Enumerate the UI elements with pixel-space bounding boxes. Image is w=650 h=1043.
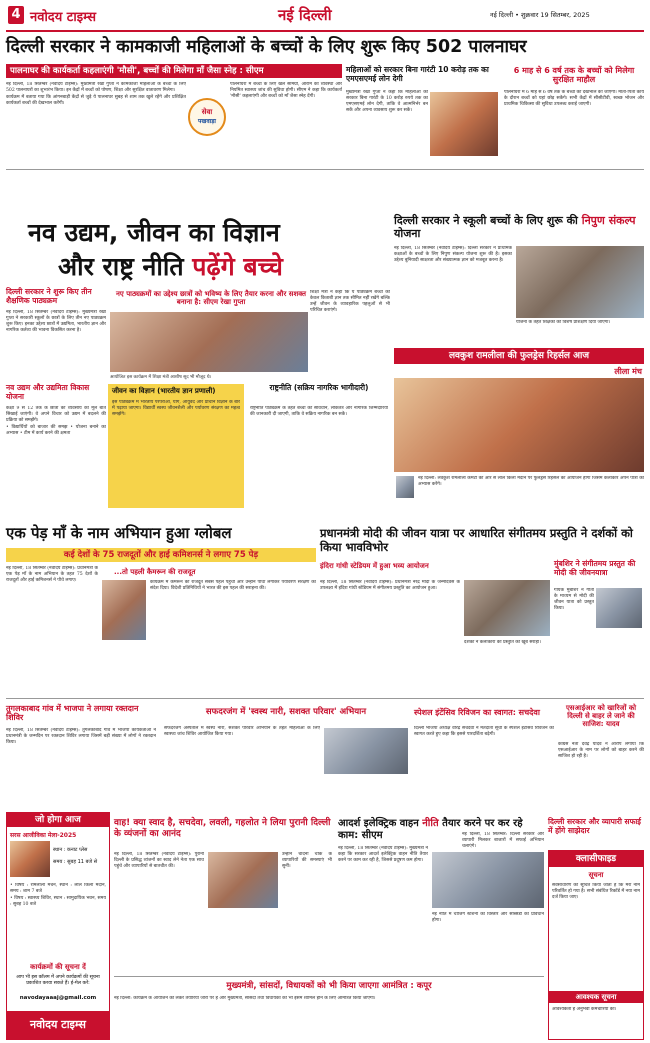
ramlila-banner: लवकुश रामलीला की फुलड्रेस रिहर्सल आज	[394, 348, 644, 364]
story1-right-head: 6 माह से 6 वर्ष तक के बच्चों को मिलेगा सुरक्षित माहौल	[513, 66, 635, 85]
row-four	[6, 698, 644, 808]
story6-side-head: मुंबशिर ने संगीतमय प्रस्तुत की मोदी की जीवनयात्रा	[554, 559, 636, 577]
story2-box3-head: राष्ट्रनीति (सक्रिय नागरिक भागीदारी)	[269, 383, 369, 392]
story3-photo	[516, 246, 644, 318]
row5-bottom: मुख्यमंत्री, सांसदों, विधायकों को भी किया जाएगा आमंत्रित : कपूर	[226, 981, 432, 991]
jo-hoga-box	[6, 812, 110, 1040]
row5-b2b: नई नीति में चार्जिंग स्टेशनों का विस्तार और सब्सिडी का प्रावधान होगा।	[432, 912, 544, 923]
jo-hoga-photo	[10, 841, 50, 877]
story1-subhead: पालनाघर की कार्यकर्ता कहलाएंगी 'मौसी', बच्चों की मिलेगा माँ जैसा स्नेह : सीएम	[6, 64, 342, 78]
story2-headline-l1: नव उद्यम, जीवन का विज्ञान	[28, 218, 280, 247]
jo-hoga-body: • विषय : रामलीला मंचन, स्थान : लाल किला मैदान, समय : शाम 7 बजे • विषय : स्वास्थ्य शिविर, स्थान : सामुदायिक भवन, समय : सुबह 10 बजे	[10, 883, 106, 907]
story3-body-2: योजना के तहत शिक्षकों को विशेष प्रशिक्षण दिया जाएगा।	[516, 320, 611, 325]
headline-part-b: नीति	[422, 818, 439, 829]
story1-photo	[430, 92, 498, 156]
story1-side-body: मुख्यमंत्री रेखा गुप्ता ने कहा कि महिलाओं को सरकार बिना गारंटी के 10 करोड़ रुपये तक का एमएसएमई लोन देगी, ताकि वे आत्मनिर्भर बन सकें और अपना व्यवसाय शुरू कर सकें।	[346, 90, 428, 113]
jo-hoga-title: जो होगा आज	[7, 813, 109, 827]
story2-box2-body: इस पाठ्यक्रम में भारतीय परंपराओं, योग, आयुर्वेद और प्राचीन विज्ञान के बारे में पढ़ाया जाएगा। विद्यार्थी स्वस्थ जीवनशैली और पर्यावरण संरक्षण का महत्व समझेंगे।	[112, 400, 240, 417]
story6-sub: इंदिरा गांधी स्टेडियम में हुआ भव्य आयोजन	[320, 562, 429, 570]
story2-box2	[108, 384, 244, 508]
dateline: नई दिल्ली • शुक्रवार 19 सितम्बर, 2025	[490, 11, 590, 19]
story1-right-body: पालनाघरों में 6 माह से 6 वर्ष तक के बच्चों की देखभाल की जाएगी। माता-पिता कार्य के दौरान बच्चों को यहां छोड़ सकेंगे। सभी केंद्रों में सीसीटीवी, स्वच्छ भोजन और प्राथमिक चिकित्सा की सुविधा उपलब्ध कराई जाएगी।	[504, 90, 644, 107]
row4-b4: कांग्रेस नेता देवेंद्र यादव ने आरोप लगाया कि एसआईआर के नाम पर लोगों को बाहर करने की साजिश हो रही है।	[558, 742, 644, 759]
jo-hoga-line2: समय : सुबह 11 बजे से	[53, 859, 98, 865]
row5-bottom-rule	[114, 976, 544, 977]
story2-box1-body: कक्षा 9 से 12 तक के छात्रों को व्यवसाय की मूल बातें सिखाई जाएंगी। वे अपने विचार को उद्यम में बदलने की प्रक्रिया को समझेंगे। • विद्यार्थियों को बाजार की समझ • योजना बनाने का अभ्यास • टीम में कार्य करने की क्षमता	[6, 406, 106, 436]
jo-hoga-event2: कार्यक्रमों की सूचना दें	[30, 963, 86, 971]
story6-side-photo	[596, 588, 642, 628]
ramlila-photo	[394, 378, 644, 472]
headline-part-a: दिल्ली सरकार ने स्कूली बच्चों के लिए शुरू की	[394, 214, 582, 227]
headline-part-c: योजना	[394, 227, 421, 241]
headline-part-b: निपुण संकल्प	[581, 214, 636, 227]
footer-paper-name: नवोदय टाइम्स	[7, 1011, 109, 1039]
story5-subhead: कई देशों के 75 राजदूतों और हाई कमिशनर्स ने लगाए 75 पेड़	[6, 548, 316, 562]
story-modi	[320, 522, 644, 692]
row4-top-rule	[6, 698, 644, 699]
masthead	[0, 0, 650, 34]
row4-h1: तुगलकाबाद गांव में भाजपा ने लगाया रक्तदान शिविर	[6, 704, 139, 723]
headline-part-a: और राष्ट्र नीति	[58, 252, 193, 281]
story2-headline-l2	[58, 254, 283, 280]
story6-headline: प्रधानमंत्री मोदी की जीवन यात्रा पर आधारित संगीतमय प्रस्तुति ने दर्शकों को किया भावविभोर	[320, 526, 633, 555]
story1-body-2: पालनाघरों में बच्चों के लिए खेल सामग्री, आराम की व्यवस्था और नियमित स्वास्थ्य जांच की सुविधा होगी। सीएम ने कहा कि कार्यकर्ता 'मौसी' कहलाएंगी और बच्चों को माँ जैसा स्नेह देंगी।	[230, 82, 342, 99]
logo-line2: पखवाड़ा	[198, 118, 216, 125]
story1-side-head: महिलाओं को सरकार बिना गारंटी 10 करोड़ तक का एमएसएमई लोन देगी	[346, 65, 489, 83]
story-creches	[6, 36, 644, 206]
classified-notice2: आवश्यक सूचना	[549, 991, 643, 1003]
story2-caption: आयोजित इस कार्यक्रम में शिक्षा मंत्री आशीष सूद भी मौजूद थे।	[110, 375, 212, 380]
classified-body: सर्वसाधारण को सूचित किया जाता है कि मेरा नाम परिवर्तित हो गया है। सभी संबंधित रिकॉर्ड में नया नाम दर्ज किया जाए।	[552, 883, 640, 900]
row4-b2: सफदरजंग अस्पताल में स्वस्थ नारी, सशक्त परिवार अभियान के तहत महिलाओं के लिए स्वास्थ्य जांच शिविर आयोजित किया गया।	[164, 726, 320, 737]
story-curriculum	[6, 210, 390, 515]
classified-title: क्लासीफाइड	[549, 851, 643, 867]
row5-h3: दिल्ली सरकार और व्यापारी सफाई में होंगे साझेदार	[548, 817, 641, 835]
story5-inset-head: ...तो पहली कैमरून की राजदूत	[114, 568, 196, 576]
story2-quote: नए पाठ्यक्रमों का उद्देश्य छात्रों को भविष्य के लिए तैयार करना और सशक्त बनाना है: सीएम रेखा गुप्ता	[116, 290, 306, 307]
row4-b3: दिल्ली भाजपा अध्यक्ष वीरेंद्र सचदेवा ने मतदाता सूची के स्पेशल इंटेंसिव रिविजन का स्वागत करते हुए कहा कि इससे पारदर्शिता बढ़ेगी।	[414, 726, 554, 737]
jo-hoga-event1: सरस आजीविका मेला-2025	[10, 832, 77, 839]
row4-h2: सफदरजंग में 'स्वस्थ नारी, सशक्त परिवार' अभियान	[205, 707, 367, 717]
page-number: 4	[8, 6, 24, 24]
classified-box	[548, 850, 644, 1040]
city-label: नई दिल्ली	[278, 6, 332, 24]
jo-hoga-note: आप भी इस कॉलम में अपने कार्यक्रमों की सूचना प्रकाशित करवा सकते हैं। ई-मेल करें:	[16, 975, 100, 986]
row4-b1: नई दिल्ली, 18 सितम्बर (नवोदय टाइम्स): तुगलकाबाद गांव में भाजपा कार्यकर्ताओं ने प्रधानमंत्री के जन्मदिन पर रक्तदान शिविर लगाया जिसमें बड़ी संख्या में लोगों ने रक्तदान किया।	[6, 728, 156, 745]
story6-photo	[464, 580, 550, 636]
story5-photo	[102, 580, 146, 640]
row5-h1: वाह! क्या स्वाद है, सचदेवा, लवली, गहलोत ने लिया पुरानी दिल्ली के व्यंजनों का आनंद	[114, 818, 331, 839]
story2-right-body: शिक्षा मंत्री ने कहा कि ये पाठ्यक्रम बच्चों को केवल किताबी ज्ञान तक सीमित नहीं रखेंगे बल्कि उन्हें जीवन के व्यावहारिक पहलुओं से भी परिचित कराएंगे।	[310, 290, 390, 313]
masthead-rule	[6, 30, 644, 32]
story1-headline: दिल्ली सरकार ने कामकाजी महिलाओं के बच्चों के लिए शुरू किए 502 पालनाघर	[6, 37, 527, 57]
ramlila-caption: नई दिल्ली: लवकुश रामलीला कमेटी की ओर से लाल किला मैदान पर फुलड्रेस रिहर्सल का आयोजन होगा जिसमें कलाकार अपने पात्रों का अभ्यास करेंगे।	[418, 476, 644, 487]
classified-notice: सूचना	[588, 871, 604, 879]
story6-body: नई दिल्ली, 18 सितम्बर (नवोदय टाइम्स): प्रधानमंत्री नरेंद्र मोदी के जन्मदिवस के उपलक्ष्य में इंदिरा गांधी स्टेडियम में संगीतमय प्रस्तुति का आयोजन हुआ।	[320, 580, 460, 591]
story-tree	[6, 522, 316, 692]
story5-inset-body: कार्यक्रम में कैमरून की राजदूत सबसे पहले पहुंचीं और उन्होंने पौधा लगाकर पर्यावरण संरक्षण का संदेश दिया। विदेशी प्रतिनिधियों ने भारत की इस पहल की सराहना की।	[150, 580, 316, 591]
row5-b3: नई दिल्ली, 18 सितम्बर: दिल्ली सरकार और व्यापारी मिलकर बाजारों में सफाई अभियान चलाएंगे।	[462, 832, 544, 849]
story2-box3-body: राष्ट्रनीति पाठ्यक्रम के तहत बच्चों को संविधान, लोकतंत्र और नागरिक जिम्मेदारियों की जानकारी दी जाएगी, ताकि वे सक्रिय नागरिक बन सकें।	[250, 406, 388, 417]
story6-body-2: दर्शकों ने कलाकारों की प्रस्तुति को खूब सराहा।	[464, 640, 541, 645]
jo-hoga-line1: स्थान : कनाट प्लेस	[53, 847, 88, 853]
story1-body: नई दिल्ली, 18 सितम्बर (नवोदय टाइम्स): मुख्यमंत्री रेखा गुप्ता ने कामकाजी महिलाओं के बच्चों के लिए 502 पालनाघरों का शुभारंभ किया। इन केंद्रों में बच्चों को पोषण, शिक्षा और सुरक्षित वातावरण मिलेगा। कार्यक्रम में बताया गया कि आंगनबाड़ी केंद्रों से जुड़े ये पालनाघर सुबह से शाम तक खुले रहेंगे और प्रशिक्षित कार्यकर्ता बच्चों की देखभाल करेंगी।	[6, 82, 186, 106]
story3-body: नई दिल्ली, 18 सितम्बर (नवोदय टाइम्स): दिल्ली सरकार ने प्राथमिक कक्षाओं के बच्चों के लिए निपुण संकल्प योजना शुरू की है। इसका उद्देश्य बुनियादी साक्षरता और संख्यात्मक ज्ञान को मजबूत करना है।	[394, 246, 512, 263]
headline-part-c: तैयार करने पर कर रहे काम: सीएम	[338, 818, 523, 841]
row5-photo1	[208, 852, 278, 908]
row5-b3-wrap	[462, 832, 544, 972]
story2-box1-head: नव उद्यम और उद्यमिता विकास योजना	[6, 383, 90, 401]
headline-part-a: आदर्श इलेक्ट्रिक वाहन	[338, 818, 423, 829]
row5-b2: नई दिल्ली, 18 सितम्बर (नवोदय टाइम्स): मुख्यमंत्री ने कहा कि सरकार आदर्श इलेक्ट्रिक वाहन नीति तैयार करने पर काम कर रही है, जिससे प्रदूषण कम होगा।	[338, 846, 428, 863]
row4-photo	[324, 728, 408, 774]
headline-part-b: पढ़ेंगे बच्चे	[192, 252, 283, 281]
story1-divider	[6, 169, 644, 170]
row5-b1b: उन्होंने चांदनी चौक के व्यापारियों की समस्याएं भी सुनीं।	[282, 852, 332, 869]
paper-name: नवोदय टाइम्स	[30, 10, 97, 25]
classified-body2: आवश्यकता है अनुभवी कर्मचारियों की।	[552, 1007, 617, 1012]
story5-headline: एक पेड़ माँ के नाम अभियान हुआ ग्लोबल	[6, 524, 232, 542]
seva-logo	[188, 98, 226, 136]
row4-h4: एसआईआर को खारिजों को दिल्ली से बाहर ले जाने की साजिश: यादव	[565, 704, 637, 729]
story6-side-body: गायक मुंबशिर ने गीतों के माध्यम से मोदी की जीवन यात्रा को प्रस्तुत किया।	[554, 588, 594, 611]
ramlila-portrait	[396, 476, 414, 498]
story-ramlila	[394, 348, 644, 514]
story2-left-body: नई दिल्ली, 18 सितम्बर (नवोदय टाइम्स): मुख्यमंत्री रेखा गुप्ता ने सरकारी स्कूलों के छात्रों के लिए तीन नए पाठ्यक्रम शुरू किए। इनका उद्देश्य छात्रों में उद्यमिता, भारतीय ज्ञान और नागरिक कर्तव्य की भावना विकसित करना है।	[6, 310, 106, 333]
ramlila-tag: लीला मंच	[614, 367, 642, 376]
row5-bottom-body: नई दिल्ली: कार्यक्रम के आयोजन को लेकर तैयारियां जोरों पर हैं और मुख्यमंत्री, सांसदों तथा विधायकों को भी इसमें शामिल होने के लिए आमंत्रित किया जाएगा।	[114, 996, 376, 1001]
story2-box2-head: जीवन का विज्ञान (भारतीय ज्ञान प्रणाली)	[112, 387, 216, 395]
row4-h3: स्पेशल इंटेंसिव रिविजन का स्वागत: सचदेवा	[414, 708, 540, 717]
story2-photo	[110, 312, 308, 372]
jo-hoga-email: navodayaaaj@gmail.com	[19, 995, 97, 1001]
story5-body: नई दिल्ली, 18 सितम्बर (नवोदय टाइम्स): प्रधानमंत्री के एक पेड़ माँ के नाम अभियान के तहत 75 देशों के राजदूतों और हाई कमिशनर्स ने पौधे लगाए।	[6, 566, 98, 583]
story2-left-sub: दिल्ली सरकार ने शुरू किए तीन शैक्षणिक पाठ्यक्रम	[6, 287, 92, 305]
row5-b1: नई दिल्ली, 18 सितम्बर (नवोदय टाइम्स): पुरानी दिल्ली के प्रसिद्ध व्यंजनों का स्वाद लेने नेता एक साथ पहुंचे और व्यापारियों से बातचीत की।	[114, 852, 204, 869]
logo-line1: सेवा	[201, 108, 213, 116]
story3-headline	[394, 214, 644, 240]
